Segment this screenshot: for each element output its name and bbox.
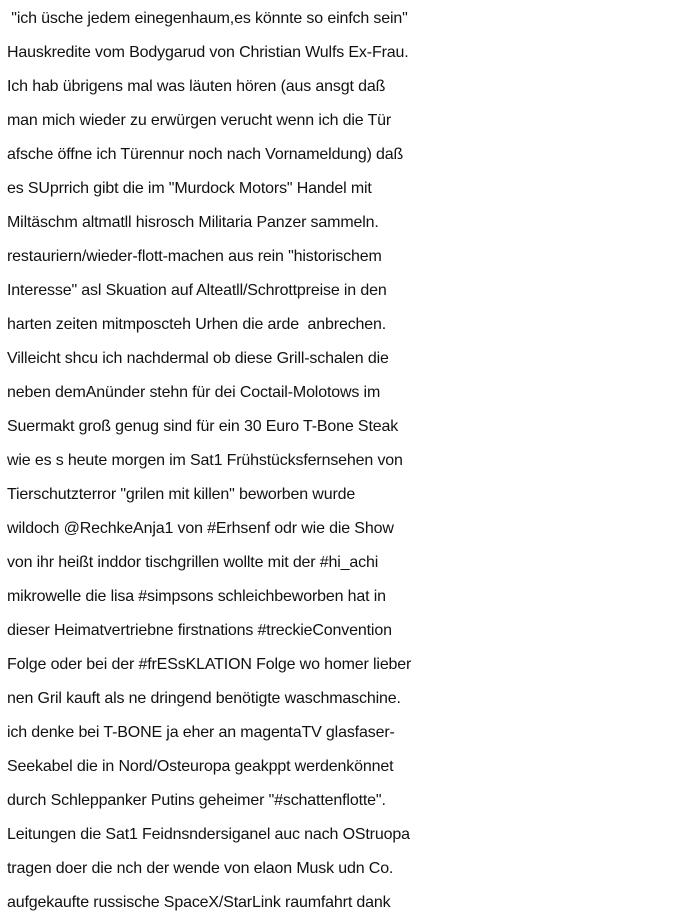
text-line: Villeicht shcu ich nachdermal ob diese Grill-schalen die [7, 350, 389, 367]
text-line: Hauskredite vom Bodygarud von Christian Wulfs Ex-Frau. [7, 44, 409, 61]
text-line: mikrowelle die lisa #simpsons schleichbeworben hat in [7, 588, 386, 605]
text-line: harten zeiten mitmposcteh Urhen die arde anbrechen. [7, 316, 387, 333]
text-line: ich denke bei T-BONE ja eher an magentaTV glasfaser- [7, 724, 395, 741]
text-line: tragen doer die nch der wende von elaon Musk udn Co. [7, 860, 394, 877]
text-line: es SUprrich gibt die im "Murdock Motors" Handel mit [7, 180, 372, 197]
text-line: Suermakt groß genug sind für ein 30 Euro T-Bone Steak [7, 418, 399, 435]
text-line: Leitungen die Sat1 Feidnsndersiganel auc nach OStruopa [7, 826, 410, 843]
text-line: Miltäschm altmatll hisrosch Militaria Panzer sammeln. [7, 214, 379, 231]
text-line: Interesse" asl Skuation auf Alteatll/Schrottpreise in den [7, 282, 387, 299]
text-line: dieser Heimatvertriebne firstnations #treckieConvention [7, 622, 392, 639]
text-line: Ich hab übrigens mal was läuten hören (aus ansgt daß [7, 78, 386, 95]
text-line: von ihr heißt inddor tischgrillen wollte mit der #hi_achi [7, 554, 379, 571]
text-line: "ich üsche jedem einegenhaum,es könnte so einfch sein" [7, 10, 408, 27]
text-block [7, 2, 683, 920]
text-line: Seekabel die in Nord/Osteuropa geakppt werdenkönnet [7, 758, 394, 775]
text-line: restauriern/wieder-flott-machen aus rein "historischem [7, 248, 382, 265]
text-line: Folge oder bei der #frESsKLATION Folge wo homer lieber [7, 656, 412, 673]
text-line: Tierschutzterror "grilen mit killen" beworben wurde [7, 486, 356, 503]
text-line: aufgekaufte russische SpaceX/StarLink raumfahrt dank [7, 894, 391, 911]
text-line: nen Gril kauft als ne dringend benötigte waschmaschine. [7, 690, 401, 707]
text-line: neben demAnünder stehn für dei Coctail-Molotows im [7, 384, 381, 401]
text-line: durch Schleppanker Putins geheimer "#schattenflotte". [7, 792, 386, 809]
text-line: afsche öffne ich Türennur noch nach Vornameldung) daß [7, 146, 404, 163]
text-line: man mich wieder zu erwürgen verucht wenn ich die Tür [7, 112, 392, 129]
text-line: wie es s heute morgen im Sat1 Frühstücksfernsehen von [7, 452, 403, 469]
text-line: wildoch @RechkeAnja1 von #Erhsenf odr wie die Show [7, 520, 394, 537]
